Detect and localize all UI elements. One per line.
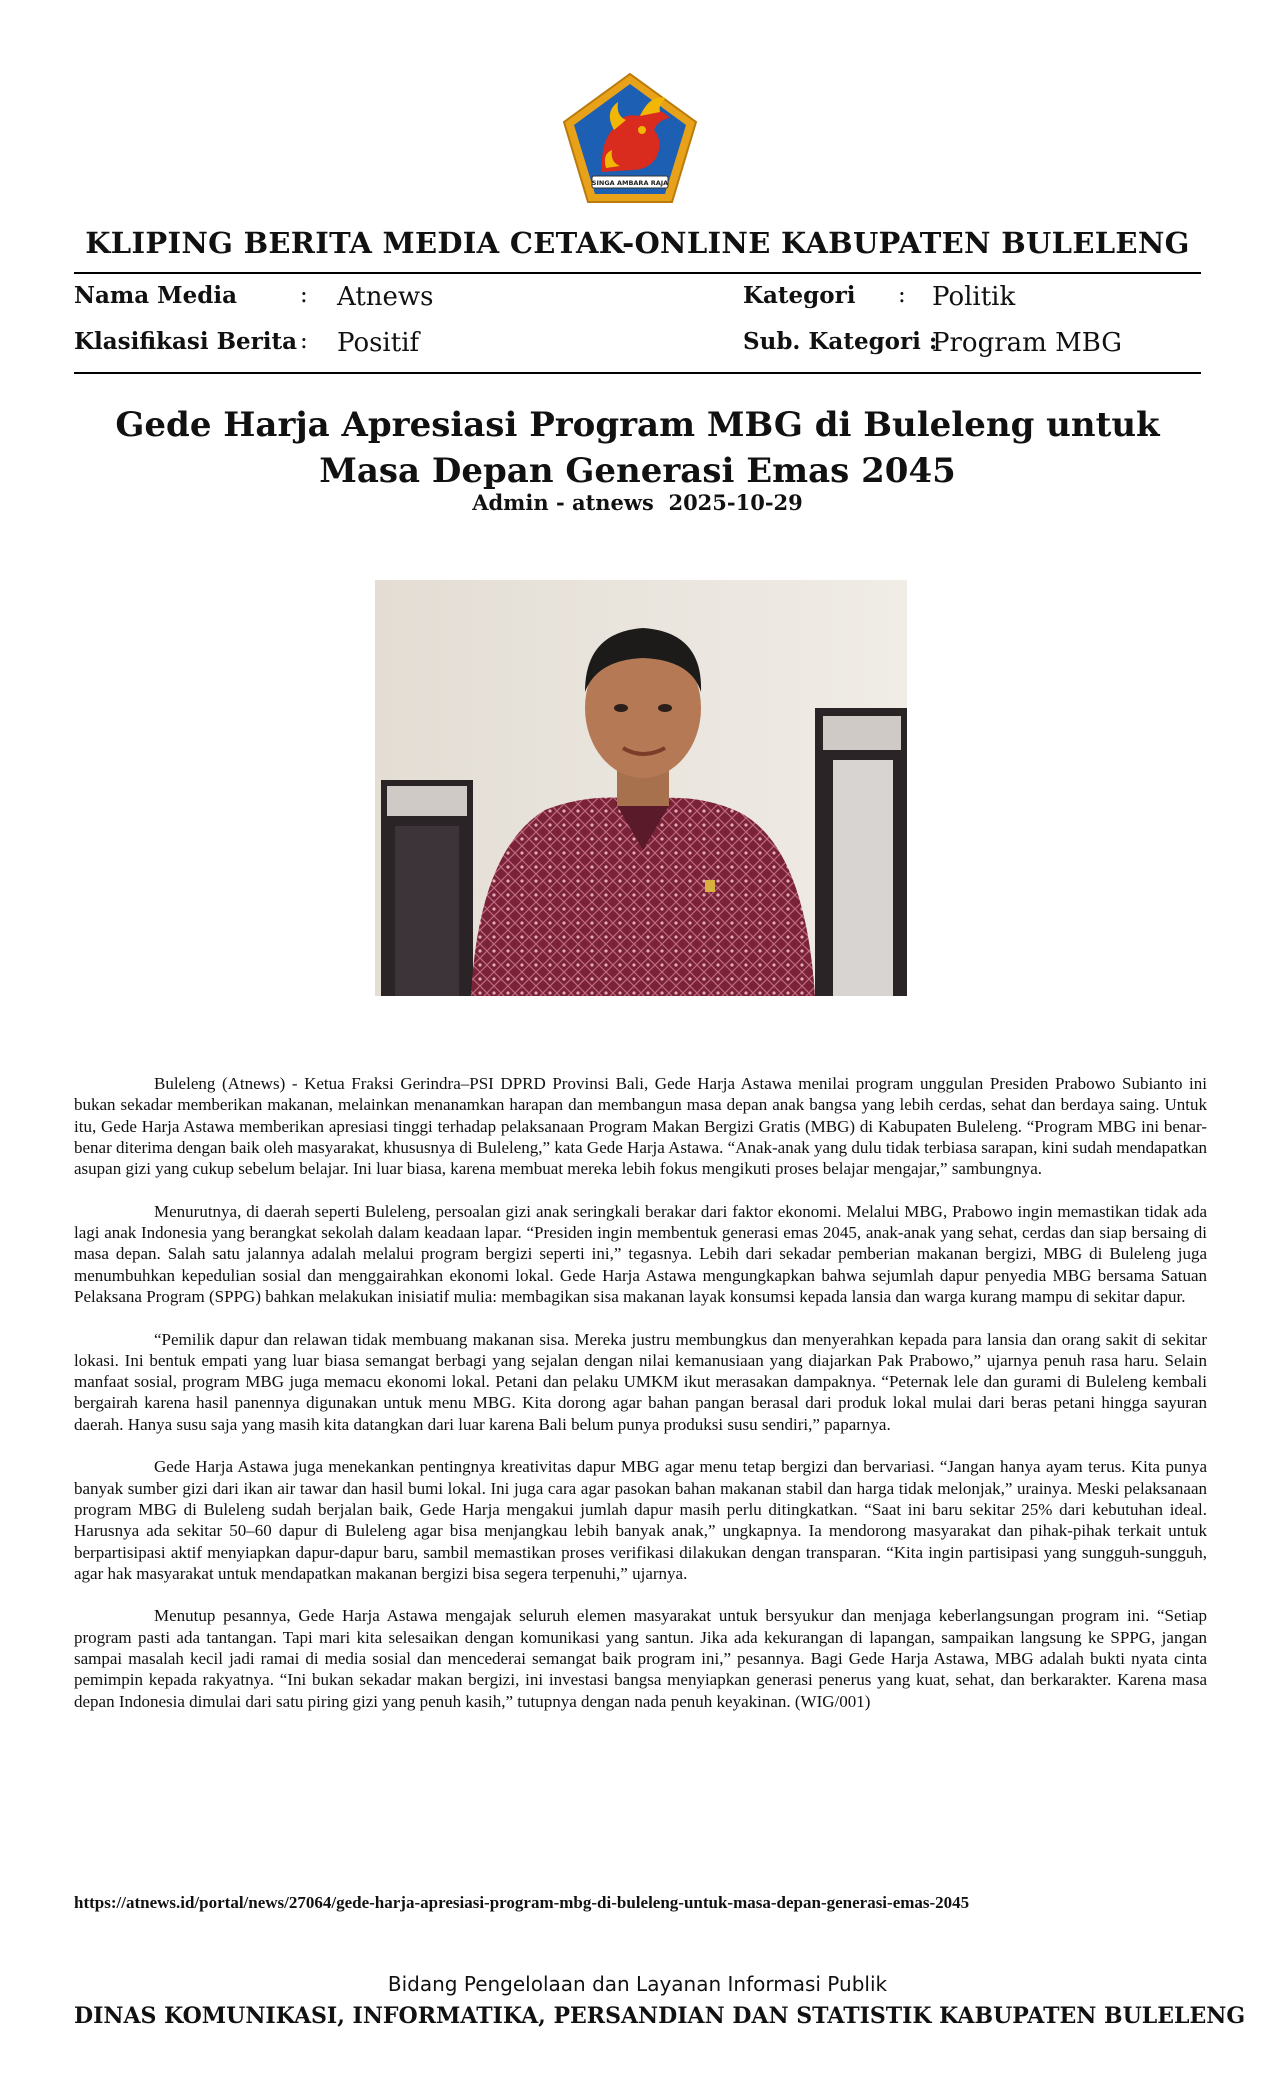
source-url[interactable]: https://atnews.id/portal/news/27064/gede-harja-apresiasi-program-mbg-di-buleleng-untuk-masa-depan-generasi-emas-2045: [74, 1893, 970, 1912]
article-paragraph: Buleleng (Atnews) - Ketua Fraksi Gerindra–PSI DPRD Provinsi Bali, Gede Harja Astawa menilai program unggulan Presiden Prabowo Subianto ini bukan sekadar memberikan makanan, melainkan menanamkan harapan dan membangun masa depan anak bangsa yang lebih cerdas, sehat dan berdaya saing. Untuk itu, Gede Harja Astawa memberikan apresiasi tinggi terhadap pelaksanaan Program Makan Bergizi Gratis (MBG) di Kabupaten Buleleng. “Program MBG ini benar-benar diterima dengan baik oleh masyarakat, khususnya di Buleleng,” kata Gede Harja Astawa. “Anak-anak yang dulu tidak terbiasa sarapan, kini sudah mendapatkan asupan gizi yang cukup sebelum belajar. Ini luar biasa, karena membuat mereka lebih fokus mengikuti proses belajar mengajar,” sambungnya.: [74, 1074, 1207, 1179]
article-paragraph: “Pemilik dapur dan relawan tidak membuang makanan sisa. Mereka justru membungkus dan menyerahkan kepada para lansia dan orang sakit di sekitar lokasi. Ini bentuk empati yang luar biasa semangat berbagi yang sejalan dengan nilai kemanusiaan yang diajarkan Pak Prabowo,” ujarnya penuh rasa haru. Selain manfaat sosial, program MBG juga memacu ekonomi lokal. Petani dan pelaku UMKM ikut merasakan dampaknya. “Peternak lele dan gurami di Buleleng kembali bergairah karena hasil panennya digunakan untuk menu MBG. Kita dorong agar bahan pangan berasal dari produk lokal mulai dari beras petani hingga sayuran daerah. Hanya susu saja yang masih kita datangkan dari luar karena Bali belum punya produksi susu sendiri,” paparnya.: [74, 1329, 1207, 1434]
klasifikasi-value: Positif: [337, 328, 420, 358]
klasifikasi-label: Klasifikasi Berita: [74, 328, 298, 355]
footer-agency: DINAS KOMUNIKASI, INFORMATIKA, PERSANDIAN DAN STATISTIK KABUPATEN BULELENG: [74, 2003, 1246, 2029]
article-author: Admin - atnews: [472, 490, 654, 515]
article-date: 2025-10-29: [668, 490, 803, 515]
article-headline: Gede Harja Apresiasi Program MBG di Buleleng untuk Masa Depan Generasi Emas 2045: [115, 405, 1160, 491]
article-paragraph: Menurutnya, di daerah seperti Buleleng, persoalan gizi anak seringkali berakar dari faktor ekonomi. Melalui MBG, Prabowo ingin memastikan tidak ada lagi anak Indonesia yang berangkat sekolah dalam keadaan lapar. “Presiden ingin membentuk generasi emas 2045, anak-anak yang sehat, cerdas dan siap bersaing di masa depan. Salah satu jalannya adalah melalui program bergizi seperti ini,” tegasnya. Lebih dari sekadar pemberian makanan bergizi, MBG di Buleleng juga menumbuhkan kepedulian sosial dan menggairahkan ekonomi lokal. Gede Harja Astawa mengungkapkan bahwa sejumlah dapur penyedia MBG bersama Satuan Pelaksana Program (SPPG) bahkan melakukan inisiatif mulia: membagikan sisa makanan layak konsumsi kepada lansia dan warga kurang mampu di sekitar dapur.: [74, 1201, 1207, 1306]
regency-logo: [562, 72, 698, 204]
top-divider: [74, 272, 1201, 274]
nama-media-label: Nama Media: [74, 282, 237, 309]
nama-media-colon: :: [300, 282, 308, 308]
kategori-label: Kategori: [743, 282, 856, 309]
document-title: KLIPING BERITA MEDIA CETAK-ONLINE KABUPATEN BULELENG: [85, 226, 1190, 260]
kategori-colon: :: [898, 282, 906, 308]
footer-department: Bidang Pengelolaan dan Layanan Informasi Publik: [387, 1972, 888, 1996]
article-photo: [375, 580, 907, 996]
meta-divider: [74, 372, 1201, 374]
article-paragraph: Menutup pesannya, Gede Harja Astawa mengajak seluruh elemen masyarakat untuk bersyukur dan menjaga keberlangsungan program ini. “Setiap program pasti ada tantangan. Tapi mari kita selesaikan dengan komunikasi yang santun. Jika ada kekurangan di lapangan, sampaikan langsung ke SPPG, jangan sampai masalah kecil jadi ramai di media sosial dan mencederai semangat baik program ini,” pesannya. Bagi Gede Harja Astawa, MBG adalah bukti nyata cinta pemimpin kepada rakyatnya. “Ini bukan sekadar makan bergizi, ini investasi bangsa menyiapkan generasi penerus yang kuat, sehat, dan berkarakter. Karena masa depan Indonesia dimulai dari satu piring gizi yang penuh kasih,” tutupnya dengan nada penuh keyakinan. (WIG/001): [74, 1606, 1207, 1711]
kategori-value: Politik: [932, 282, 1016, 312]
sub-kategori-value: Program MBG: [932, 328, 1123, 358]
article-body: [74, 1073, 1207, 1733]
klasifikasi-colon: :: [300, 328, 308, 354]
article-paragraph: Gede Harja Astawa juga menekankan pentingnya kreativitas dapur MBG agar menu tetap bergizi dan bervariasi. “Jangan hanya ayam terus. Kita punya banyak sumber gizi dari ikan air tawar dan hasil bumi lokal. Ini juga cara agar pasokan bahan makanan stabil dan harga tidak melonjak,” urainya. Meski pelaksanaan program MBG di Buleleng sudah berjalan baik, Gede Harja mengakui jumlah dapur masih perlu ditingkatkan. “Saat ini baru sekitar 25% dari kebutuhan ideal. Harusnya ada sekitar 50–60 dapur di Buleleng agar bisa menjangkau lebih banyak anak,” ungkapnya. Ia mendorong masyarakat dan pihak-pihak terkait untuk berpartisipasi aktif menyiapkan dapur-dapur baru, sambil memastikan proses verifikasi dilakukan dengan transparan. “Kita ingin partisipasi yang sungguh-sungguh, agar hak masyarakat untuk mendapatkan makanan bergizi bisa segera terpenuhi,” ujarnya.: [74, 1457, 1207, 1583]
sub-kategori-label: Sub. Kategori :: [743, 328, 938, 355]
article-byline: [74, 490, 1201, 515]
logo-motto: SINGA AMBARA RAJA: [591, 179, 669, 187]
nama-media-value: Atnews: [337, 282, 434, 312]
